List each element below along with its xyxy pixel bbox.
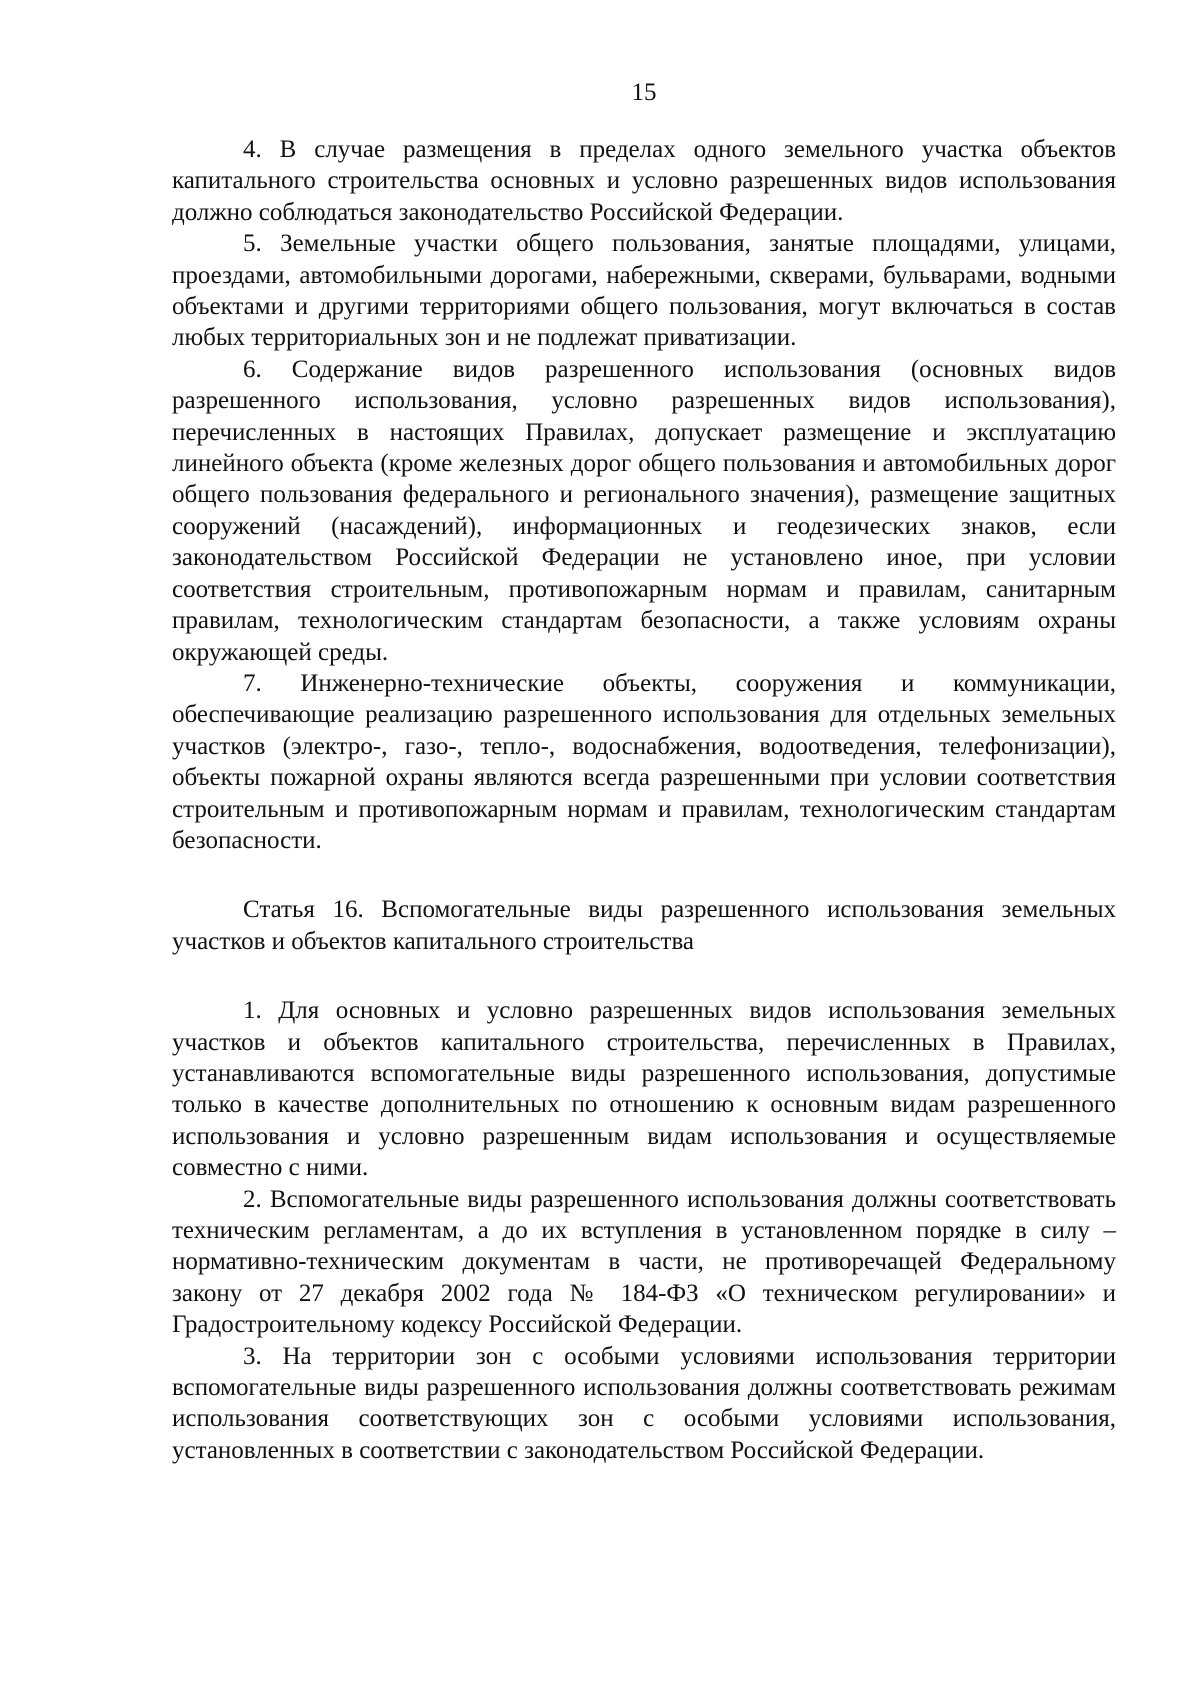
- document-page: [172, 78, 1116, 1638]
- article-16-paragraph-3: 3. На территории зон с особыми условиями использования территории вспомогательные виды разрешенного использования должны соответствовать режимам использования соответствующих зон с особыми условиями использования, установленных в соответствии с законодательством Российской Федерации.: [172, 1342, 1116, 1464]
- article-16-title: Статья 16. Вспомогательные виды разрешенного использования земельных участков и объектов капитального строительства: [172, 896, 1116, 955]
- article-16-paragraph-1: 1. Для основных и условно разрешенных видов использования земельных участков и объектов капитального строительства, перечисленных в Правилах, устанавливаются вспомогательные виды разрешенного использования, допустимые только в качестве дополнительных по отношению к основным видам разрешенного использования и условно разрешенным видам использования и осуществляемые совместно с ними.: [172, 997, 1116, 1182]
- page-number: 15: [631, 79, 657, 106]
- paragraph-5: 5. Земельные участки общего пользования, занятые площадями, улицами, проездами, автомобильными дорогами, набережными, скверами, бульварами, водными объектами и другими территориями общего пользования, могут включаться в состав любых территориальных зон и не подлежат приватизации.: [172, 230, 1116, 352]
- paragraph-6: 6. Содержание видов разрешенного использования (основных видов разрешенного использования, условно разрешенных видов использования), перечисленных в настоящих Правилах, допускает размещение и эксплуатацию линейного объекта (кроме железных дорог общего пользования и автомобильных дорог общего пользования федерального и регионального значения), размещение защитных сооружений (насаждений), информационных и геодезических знаков, если законодательством Российской Федерации не установлено иное, при условии соответствия строительным, противопожарным нормам и правилам, санитарным правилам, технологическим стандартам безопасности, а также условиям охраны окружающей среды.: [172, 355, 1116, 666]
- section-general-provisions: [172, 134, 1116, 856]
- section-article-16: [172, 995, 1116, 1466]
- article-16-paragraph-2: 2. Вспомогательные виды разрешенного использования должны соответствовать техническим регламентам, а до их вступления в установленном порядке в силу – нормативно-техническим документам в части, не противоречащей Федеральному закону от 27 декабря 2002 года № 184-ФЗ «О техническом регулировании» и Градостроительному кодексу Российской Федерации.: [172, 1185, 1116, 1339]
- paragraph-4: 4. В случае размещения в пределах одного земельного участка объектов капитального строительства основных и условно разрешенных видов использования должно соблюдаться законодательство Российской Федерации.: [172, 136, 1116, 226]
- paragraph-7: 7. Инженерно-технические объекты, сооружения и коммуникации, обеспечивающие реализацию разрешенного использования для отдельных земельных участков (электро-, газо-, тепло-, водоснабжения, водоотведения, телефонизации), объекты пожарной охраны являются всегда разрешенными при условии соответствия строительным и противопожарным нормам и правилам, технологическим стандартам безопасности.: [172, 669, 1116, 854]
